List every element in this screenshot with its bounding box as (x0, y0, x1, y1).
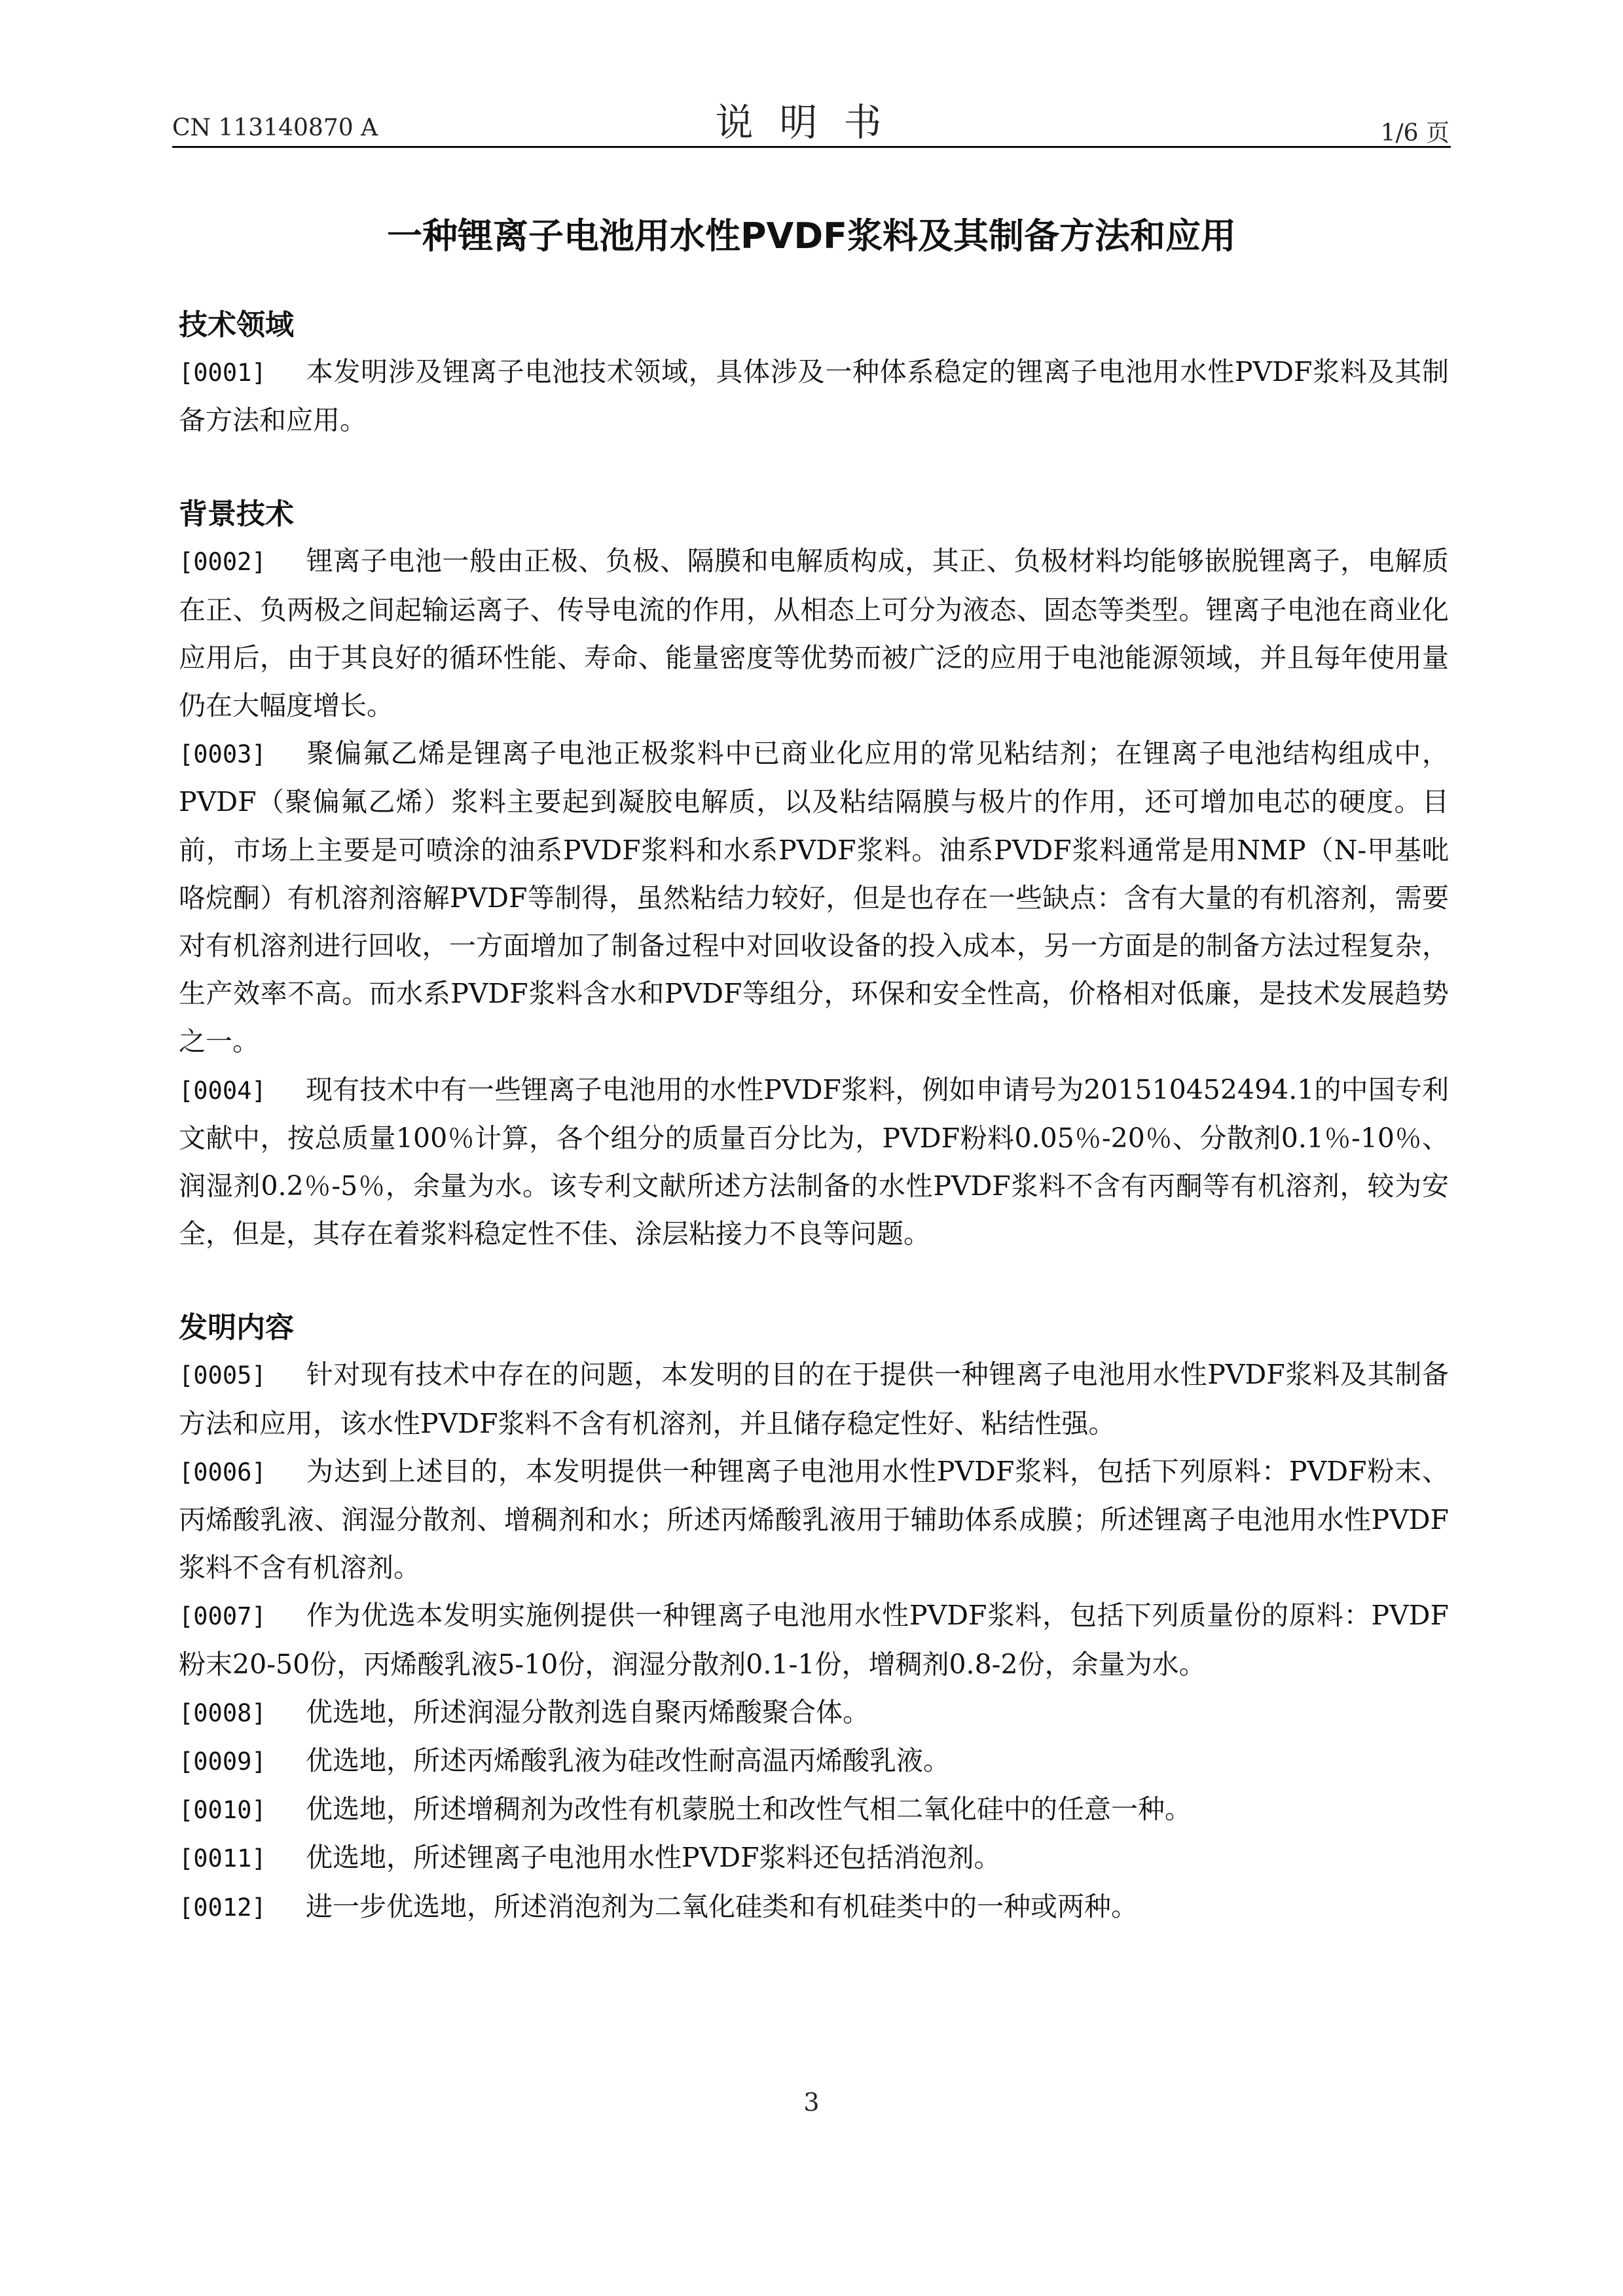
paragraph-number: [0003] (179, 740, 266, 769)
paragraph-text: 优选地，所述锂离子电池用水性PVDF浆料还包括消泡剂。 (306, 1842, 1001, 1874)
paragraph (179, 1448, 1449, 1592)
section-gap (179, 444, 1449, 492)
paragraph (179, 1785, 1449, 1834)
paragraph (179, 537, 1449, 730)
paragraph-text: 聚偏氟乙烯是锂离子电池正极浆料中已商业化应用的常见粘结剂；在锂离子电池结构组成中，PVDF（聚偏氟乙烯）浆料主要起到凝胶电解质，以及粘结隔膜与极片的作用，还可增加电芯的硬度。目前，市场上主要是可喷涂的油系PVDF浆料和水系PVDF浆料。油系PVDF浆料通常是用NMP（N-甲基吡咯烷酮）有机溶剂溶解PVDF等制得，虽然粘结力较好，但是也存在一些缺点：含有大量的有机溶剂，需要对有机溶剂进行回收，一方面增加了制备过程中对回收设备的投入成本，另一方面是的制备方法过程复杂，生产效率不高。而水系PVDF浆料含水和PVDF等组分，环保和安全性高，价格相对低廉，是技术发展趋势之一。 (179, 738, 1449, 1058)
section-heading: 发明内容 (179, 1311, 294, 1345)
paragraph-number: [0008] (179, 1698, 266, 1727)
paragraph-text: 锂离子电池一般由正极、负极、隔膜和电解质构成，其正、负极材料均能够嵌脱锂离子，电解质在正、负两极之间起输运离子、传导电流的作用，从相态上可分为液态、固态等类型。锂离子电池在商业化应用后，由于其良好的循环性能、寿命、能量密度等优势而被广泛的应用于电池能源领域，并且每年使用量仍在大幅度增长。 (179, 545, 1449, 722)
section-gap (179, 1258, 1449, 1305)
paragraph (179, 1592, 1449, 1688)
paragraph-text: 针对现有技术中存在的问题，本发明的目的在于提供一种锂离子电池用水性PVDF浆料及其制备方法和应用，该水性PVDF浆料不含有机溶剂，并且储存稳定性好、粘结性强。 (179, 1359, 1449, 1439)
paragraph-text: 优选地，所述增稠剂为改性有机蒙脱土和改性气相二氧化硅中的任意一种。 (306, 1793, 1192, 1825)
page-number: 3 (803, 2088, 820, 2117)
paragraph-number: [0012] (179, 1893, 266, 1922)
section-heading: 背景技术 (179, 497, 294, 531)
paragraph-number: [0001] (179, 359, 266, 387)
paragraph-number: [0009] (179, 1748, 266, 1776)
paragraph (179, 1689, 1449, 1737)
paragraph-text: 进一步优选地，所述消泡剂为二氧化硅类和有机硅类中的一种或两种。 (306, 1890, 1138, 1922)
paragraph (179, 348, 1449, 444)
paragraph-number: [0010] (179, 1796, 266, 1825)
paragraph-text: 本发明涉及锂离子电池技术领域，具体涉及一种体系稳定的锂离子电池用水性PVDF浆料及其制备方法和应用。 (179, 356, 1449, 437)
section-technical-field (179, 302, 1449, 444)
paragraph-text: 优选地，所述丙烯酸乳液为硅改性耐高温丙烯酸乳液。 (306, 1745, 950, 1777)
paragraph-number: [0006] (179, 1458, 266, 1486)
paragraph-number: [0004] (179, 1076, 266, 1105)
paragraph-number: [0002] (179, 548, 266, 577)
paragraph (179, 1351, 1449, 1447)
paragraph-text: 现有技术中有一些锂离子电池用的水性PVDF浆料，例如申请号为201510452494.1的中国专利文献中，按总质量100％计算，各个组分的质量百分比为，PVDF粉料0.05％-20％、分散剂0.1％-10％、润湿剂0.2％-5％，余量为水。该专利文献所述方法制备的水性PVDF浆料不含有丙酮等有机溶剂，较为安全，但是，其存在着浆料稳定性不佳、涂层粘接力不良等问题。 (179, 1073, 1449, 1250)
paragraph-number: [0007] (179, 1602, 266, 1631)
page-indicator: 1/6 页 (1380, 120, 1450, 147)
paragraph-number: [0005] (179, 1361, 266, 1390)
document-title: 一种锂离子电池用水性PVDF浆料及其制备方法和应用 (386, 215, 1237, 257)
section-title: 说明书 (715, 100, 908, 145)
paragraph (179, 1883, 1449, 1931)
paragraph (179, 1066, 1449, 1259)
doc-number: CN 113140870 A (172, 115, 378, 141)
paragraph-text: 优选地，所述润湿分散剂选自聚丙烯酸聚合体。 (306, 1696, 869, 1728)
header-rule (172, 146, 1451, 148)
section-heading: 技术领域 (179, 308, 294, 342)
document-body (179, 302, 1449, 1931)
paragraph (179, 1737, 1449, 1785)
paragraph-text: 为达到上述目的，本发明提供一种锂离子电池用水性PVDF浆料，包括下列原料：PVDF粉末、丙烯酸乳液、润湿分散剂、增稠剂和水；所述丙烯酸乳液用于辅助体系成膜；所述锂离子电池用水性PVDF浆料不含有机溶剂。 (179, 1455, 1449, 1584)
section-summary (179, 1305, 1449, 1931)
section-background (179, 492, 1449, 1258)
paragraph-number: [0011] (179, 1844, 266, 1873)
paragraph (179, 730, 1449, 1066)
paragraph-text: 作为优选本发明实施例提供一种锂离子电池用水性PVDF浆料，包括下列质量份的原料：PVDF粉末20-50份，丙烯酸乳液5-10份，润湿分散剂0.1-1份，增稠剂0.8-2份，余量为水。 (179, 1600, 1449, 1680)
paragraph (179, 1834, 1449, 1882)
